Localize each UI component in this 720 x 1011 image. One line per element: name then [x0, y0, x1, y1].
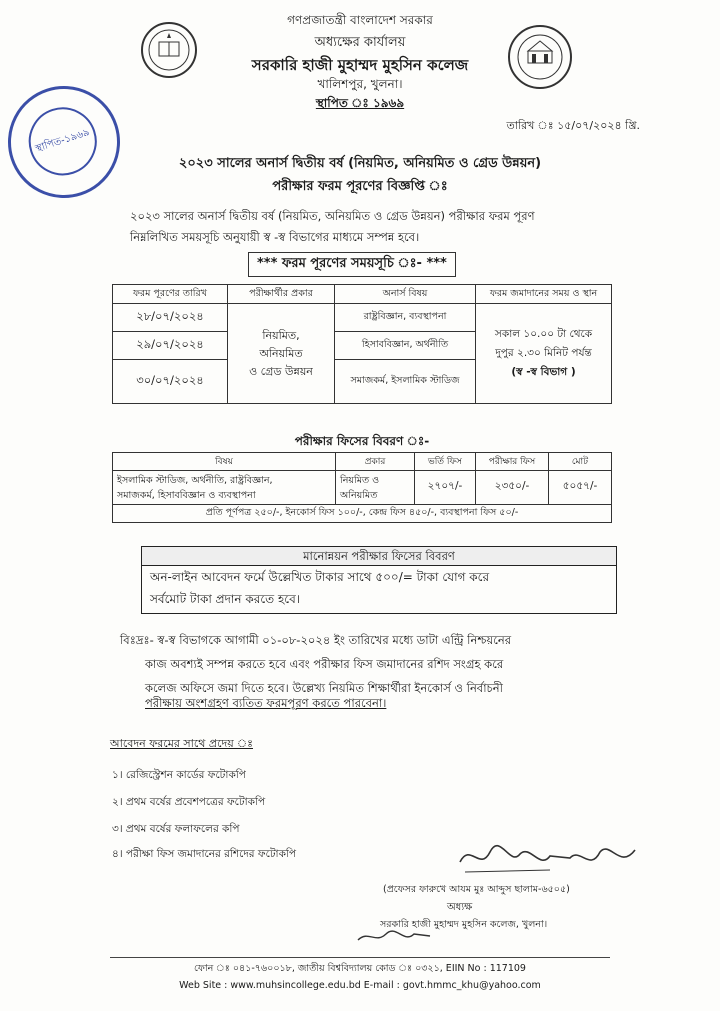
footer-web: Web Site : www.muhsincollege.edu.bd E-mail : govt.hmmc_khu@yahoo.com [179, 980, 541, 991]
notice-line-4: পরীক্ষায় অংশগ্রহণ ব্যতিত ফরমপূরণ করতে পারবেনা। [145, 696, 387, 710]
schedule-time-cell [476, 304, 612, 404]
schedule-heading: *** ফরম পূরণের সময়সূচি ঃ- *** [248, 252, 456, 277]
schedule-subjects: সমাজকর্ম, ইসলামিক স্টাডিজ [335, 360, 476, 404]
fees-header-row [113, 453, 612, 471]
footer-divider [110, 957, 610, 958]
signatory-college: সরকারি হাজী মুহাম্মদ মুহসিন কলেজ, খুলনা। [380, 919, 548, 930]
schedule-col-type: পরীক্ষার্থীর প্রকার [228, 285, 335, 304]
initial-signature [354, 926, 434, 948]
address-line: খালিশপুর, খুলনা। [317, 77, 403, 91]
fees-subjects [113, 471, 336, 505]
footer-contact: ফোন ঃ ০৪১-৭৬০০১৮, জাতীয় বিশ্ববিদ্যালয় কোড ঃ ০৩২১, EIIN No : 117109 [194, 963, 526, 974]
schedule-date: ২৮/০৭/২০২৪ [113, 304, 228, 332]
fees-heading: পরীক্ষার ফিসের বিবরণ ঃ- [294, 434, 430, 448]
schedule-col-date: ফরম পূরণের তারিখ [113, 285, 228, 304]
attachments-heading: আবেদন ফরমের সাথে প্রদেয় ঃ [110, 737, 253, 750]
notice-line-1: বিঃদ্রঃ- স্ব-স্ব বিভাগকে আগামী ০১-০৮-২০২৪ ইং তারিখের মধ্যে ডাটা এন্ট্রি নিশ্চয়নের [120, 633, 512, 647]
signatory-name: (প্রফেসর ফারুখে আযম মুঃ আব্দুস ছালাম-৬৫০৫) [383, 884, 570, 895]
established-line: স্থাপিত ঃ ১৯৬৯ [315, 96, 405, 110]
schedule-type-line: নিয়মিত, [262, 328, 300, 342]
fees-admission: ২৭০৭/- [415, 471, 476, 505]
schedule-header-row [113, 285, 612, 304]
list-item: ২। প্রথম বর্ষের প্রবেশপত্রের ফটোকপি [112, 796, 266, 808]
seal-center-text: স্থাপিত-১৯৬৯ [20, 99, 106, 185]
fees-col-subject: বিষয় [113, 453, 336, 471]
improvement-heading: মানোন্নয়ন পরীক্ষার ফিসের বিবরণ [142, 547, 616, 566]
fees-table [112, 452, 612, 523]
schedule-table [112, 284, 612, 404]
improvement-line-1: অন-লাইন আবেদন ফর্মে উল্লেখিত টাকার সাথে ৫০০/= টাকা যোগ করে [150, 570, 490, 584]
title-line-2: পরীক্ষার ফরম পূরণের বিজ্ঞপ্তি ঃ [272, 179, 448, 194]
intro-line-1: ২০২৩ সালের অনার্স দ্বিতীয় বর্ষ (নিয়মিত, অনিয়মিত ও গ্রেড উন্নয়ন) পরীক্ষার ফরম পূরণ [130, 209, 535, 223]
fees-col-admission: ভর্তি ফিস [415, 453, 476, 471]
office-line: অধ্যক্ষের কার্যালয় [314, 35, 406, 50]
intro-line-2: নিম্নলিখিত সময়সূচি অনুযায়ী স্ব -স্ব বিভাগের মাধ্যমে সম্পন্ন হবে। [130, 230, 420, 244]
handwritten-signature [450, 832, 650, 880]
list-item: ৩। প্রথম বর্ষের ফলাফলের কপি [112, 823, 240, 835]
fees-subject-line: সমাজকর্ম, হিসাববিজ্ঞান ও ব্যবস্থাপনা [117, 489, 256, 501]
fees-subject-line: ইসলামিক স্টাডিজ, অর্থনীতি, রাষ্ট্রবিজ্ঞান, [117, 474, 273, 486]
fees-col-type: প্রকার [336, 453, 415, 471]
title-line-1: ২০২৩ সালের অনার্স দ্বিতীয় বর্ষ (নিয়মিত, অনিয়মিত ও গ্রেড উন্নয়ন) [178, 156, 542, 171]
schedule-time-line: সকাল ১০.০০ টা থেকে [494, 328, 593, 340]
notice-line-3: কলেজ অফিসে জমা দিতে হবে। উল্লেখ্য নিয়মিত শিক্ষার্থীরা ইনকোর্স ও নির্বাচনী [145, 681, 503, 695]
fees-col-total: মোট [549, 453, 612, 471]
schedule-type-cell [228, 304, 335, 404]
schedule-subjects: হিসাববিজ্ঞান, অর্থনীতি [335, 332, 476, 360]
improvement-line-2: সর্বমোট টাকা প্রদান করতে হবে। [150, 592, 301, 606]
fees-type-line: অনিয়মিত [340, 489, 378, 501]
fees-type [336, 471, 415, 505]
schedule-type-line: অনিয়মিত [259, 346, 303, 360]
signatory-title: অধ্যক্ষ [447, 902, 473, 913]
schedule-col-time: ফরম জমাদানের সময় ও স্থান [476, 285, 612, 304]
fees-note: প্রতি পূর্ণপত্র ২৫০/-, ইনকোর্স ফিস ১০০/-, কেন্দ্র ফিস ৪৫০/-, ব্যবস্থাপনা ফিস ৫০/- [113, 505, 612, 523]
schedule-date: ৩০/০৭/২০২৪ [113, 360, 228, 404]
table-row [113, 505, 612, 523]
table-row [113, 471, 612, 505]
gov-line: গণপ্রজাতন্ত্রী বাংলাদেশ সরকার [287, 13, 433, 27]
fees-exam: ২৩৫০/- [476, 471, 549, 505]
fees-type-line: নিয়মিত ও [340, 474, 380, 486]
table-row [113, 304, 612, 332]
schedule-time-line: (স্ব -স্ব বিভাগ ) [511, 366, 576, 378]
improvement-fee-box [141, 546, 617, 614]
notice-line-2: কাজ অবশ্যই সম্পন্ন করতে হবে এবং পরীক্ষার ফিস জমাদানের রশিদ সংগ্রহ করে [145, 657, 504, 671]
schedule-subjects: রাষ্ট্রবিজ্ঞান, ব্যবস্থাপনা [335, 304, 476, 332]
list-item: ৪। পরীক্ষা ফিস জমাদানের রশিদের ফটোকপি [112, 848, 297, 860]
fees-col-exam: পরীক্ষার ফিস [476, 453, 549, 471]
college-name: সরকারি হাজী মুহাম্মদ মুহসিন কলেজ [251, 56, 469, 74]
fees-total: ৫০৫৭/- [549, 471, 612, 505]
schedule-date: ২৯/০৭/২০২৪ [113, 332, 228, 360]
list-item: ১। রেজিস্ট্রেশন কার্ডের ফটোকপি [112, 769, 246, 781]
schedule-col-subjects: অনার্স বিষয় [335, 285, 476, 304]
schedule-time-line: দুপুর ২.৩০ মিনিট পর্যন্ত [495, 347, 592, 359]
schedule-type-line: ও গ্রেড উন্নয়ন [249, 364, 313, 378]
notice-date: তারিখ ঃ ১৫/০৭/২০২৪ খ্রি. [506, 119, 640, 132]
